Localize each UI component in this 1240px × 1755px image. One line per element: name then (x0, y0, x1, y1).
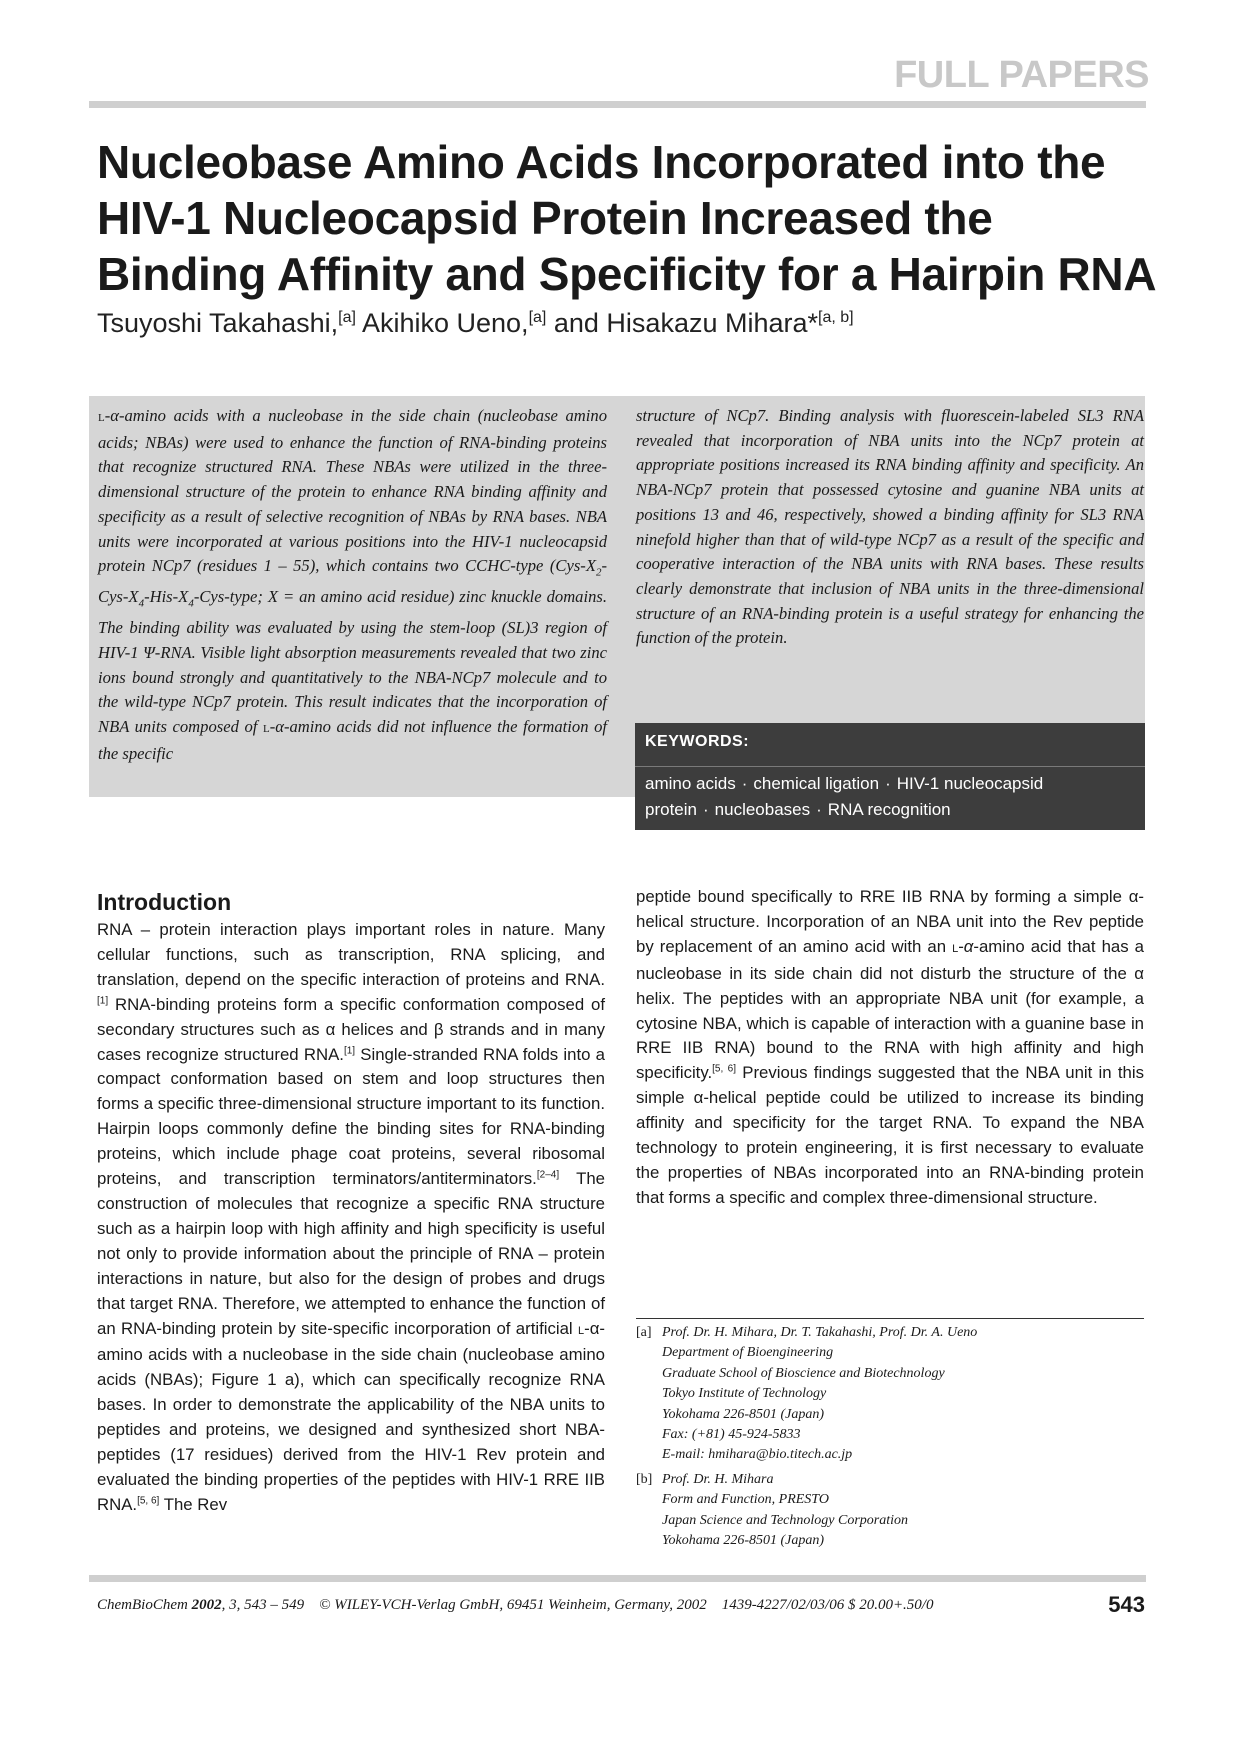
keyword-separator: · (885, 774, 891, 793)
body-left-column (97, 918, 605, 1518)
journal-year: 2002 (191, 1597, 222, 1613)
author-affiliation-marker: [a, b] (818, 309, 854, 326)
affiliation-line: Prof. Dr. H. Mihara (662, 1471, 774, 1487)
author-name: Tsuyoshi Takahashi, (97, 308, 339, 338)
affiliation-line: Yokohama 226-8501 (Japan) (662, 1406, 825, 1422)
affiliation-line: Prof. Dr. H. Mihara, Dr. T. Takahashi, Prof. Dr. A. Ueno (662, 1325, 978, 1340)
keywords-box (635, 723, 1145, 830)
affiliations (636, 1323, 1144, 1555)
author-name: and Hisakazu Mihara* (553, 308, 819, 338)
keyword-separator: · (816, 800, 822, 819)
abstract-text: structure of NCp7. Binding analysis with fluorescein-labeled SL3 RNA revealed that incorporation of NBA units into the NCp7 protein at appropriate positions increased its RNA binding affinity and specificity. An NBA-NCp7 protein that possessed cytosine and guanine NBA units at positions 13 and 46, respectively, showed a binding affinity for SL3 RNA ninefold higher than that of wild-type NCp7 as a result of the specific and cooperative interaction of the NBA units with RNA bases. These results clearly demonstrate that inclusion of NBA units in the three-dimensional structure of an RNA-binding protein is a useful strategy for enhancing the function of the protein. (636, 406, 1144, 648)
body-right-column (636, 885, 1144, 1211)
keyword: amino acids (645, 774, 736, 793)
abstract-right-column (636, 404, 1144, 651)
affiliation-marker: [b] (636, 1471, 653, 1487)
affiliation-entry (636, 1470, 1144, 1552)
abstract-text: L-α-amino acids with a nucleobase in the side chain (nucleobase amino acids; NBAs) were used to enhance the function of RNA-binding proteins that recognize structured RNA. These NBAs were utilized in the three-dimensional structure of the protein to enhance RNA binding affinity and specificity as a result of selective recognition of NBAs by RNA bases. NBA units were incorporated at various positions into the HIV-1 nucleocapsid protein NCp7 (residues 1 – 55), which contains two CCHC-type ($Cys-X_2-Cys-X_4-His-X_4-Cys$-type; X = an amino acid residue) zinc knuckle domains. The binding ability was evaluated by using the stem-loop (SL)3 region of HIV-1 Ψ-RNA. Visible light absorption measurements revealed that two zinc ions bound strongly and quantitatively to the NBA-NCp7 molecule and to the wild-type NCp7 protein. This result indicates that the incorporation of NBA units composed of L-α-amino acids did not influence the formation of the specific (98, 406, 608, 763)
affiliation-entry (636, 1323, 1144, 1466)
affiliation-line: Tokyo Institute of Technology (662, 1386, 827, 1402)
keyword: RNA recognition (827, 800, 951, 819)
citation-details: , 3, 543 – 549 © WILEY-VCH-Verlag GmbH, 69451 Weinheim, Germany, 2002 1439-4227/02/03/06 $ 20.00+.50/0 (221, 1597, 934, 1613)
author-list (97, 308, 854, 339)
affiliation-line: Graduate School of Bioscience and Biotechnology (662, 1365, 945, 1381)
footer-citation (97, 1597, 933, 1614)
affiliations-rule (636, 1318, 1144, 1319)
abstract-left-column (98, 404, 607, 766)
keywords-heading: KEYWORDS: (645, 733, 750, 750)
keywords-divider (635, 766, 1145, 767)
affiliation-line: Form and Function, PRESTO (662, 1492, 829, 1508)
affiliation-line: Department of Bioengineering (662, 1345, 834, 1361)
keyword-separator: · (741, 774, 748, 793)
header-rule (89, 101, 1146, 108)
affiliation-line: E-mail: hmihara@bio.titech.ac.jp (662, 1447, 853, 1463)
author-name: Akihiko Ueno, (361, 308, 529, 338)
article-title: Nucleobase Amino Acids Incorporated into the HIV-1 Nucleocapsid Protein Increased the Binding Affinity and Specificity for a Hairpin RNA (97, 136, 1157, 300)
keywords-list (645, 771, 1140, 823)
keyword: nucleobases (714, 800, 811, 819)
keyword-separator: · (702, 800, 709, 819)
affiliation-line: Fax: (+81) 45-924-5833 (662, 1427, 801, 1443)
journal-name: ChemBioChem (97, 1597, 188, 1613)
body-paragraph: RNA – protein interaction plays important roles in nature. Many cellular functions, such as transcription, RNA splicing, and translation, depend on the specific interaction of proteins and RNA.[1] RNA-binding proteins form a specific conformation composed of secondary structures such as α helices and β strands and in many cases recognize structured RNA.[1] Single-stranded RNA folds into a compact conformation based on stem and loop structures then forms a specific three-dimensional structure important to its function. Hairpin loops commonly define the binding sites for RNA-binding proteins, which include phage coat proteins, several ribosomal proteins, and transcription terminators/antiterminators.[2–4] The construction of molecules that recognize a specific RNA structure such as a hairpin loop with high affinity and high specificity is useful not only to provide information about the principle of RNA – protein interactions in nature, but also for the design of probes and drugs that target RNA. Therefore, we attempted to enhance the function of an RNA-binding protein by site-specific incorporation of artificial L-α-amino acids with a nucleobase in the side chain (nucleobase amino acids (NBAs); Figure 1 a), which can specifically recognize RNA bases. In order to demonstrate the applicability of the NBA units to peptides and proteins, we designed and synthesized short NBA-peptides (17 residues) derived from the HIV-1 Rev protein and evaluated the binding properties of the peptides with HIV-1 RRE IIB RNA.[5, 6] The Rev (97, 920, 606, 1514)
affiliation-line: Yokohama 226-8501 (Japan) (662, 1533, 825, 1549)
author-affiliation-marker: [a] (528, 309, 547, 326)
keyword: HIV-1 nucleocapsid protein (645, 774, 1044, 819)
affiliation-marker: [a] (636, 1325, 652, 1340)
body-paragraph: peptide bound specifically to RRE IIB RNA by forming a simple α-helical structure. Incorporation of an NBA unit into the Rev peptide by replacement of an amino acid with an L-α-amino acid that has a nucleobase in its side chain did not disturb the structure of the α helix. The peptides with an appropriate NBA unit (for example, a cytosine NBA, which is capable of interaction with a guanine base in RRE IIB RNA) bound to the RNA with high affinity and high specificity.[5, 6] Previous findings suggested that the NBA unit in this simple α-helical peptide could be utilized to increase its binding affinity and specificity for the target RNA. To expand the NBA technology to protein engineering, it is first necessary to evaluate the properties of NBAs incorporated into an RNA-binding protein that forms a specific and complex three-dimensional structure. (636, 887, 1145, 1207)
footer-rule (89, 1575, 1146, 1582)
author-affiliation-marker: [a] (338, 309, 356, 326)
section-heading: Introduction (97, 889, 232, 915)
page-number: 543 (1108, 1592, 1145, 1617)
affiliation-line: Japan Science and Technology Corporation (662, 1512, 909, 1528)
section-label: FULL PAPERS (894, 54, 1149, 96)
keyword: chemical ligation (753, 774, 880, 793)
